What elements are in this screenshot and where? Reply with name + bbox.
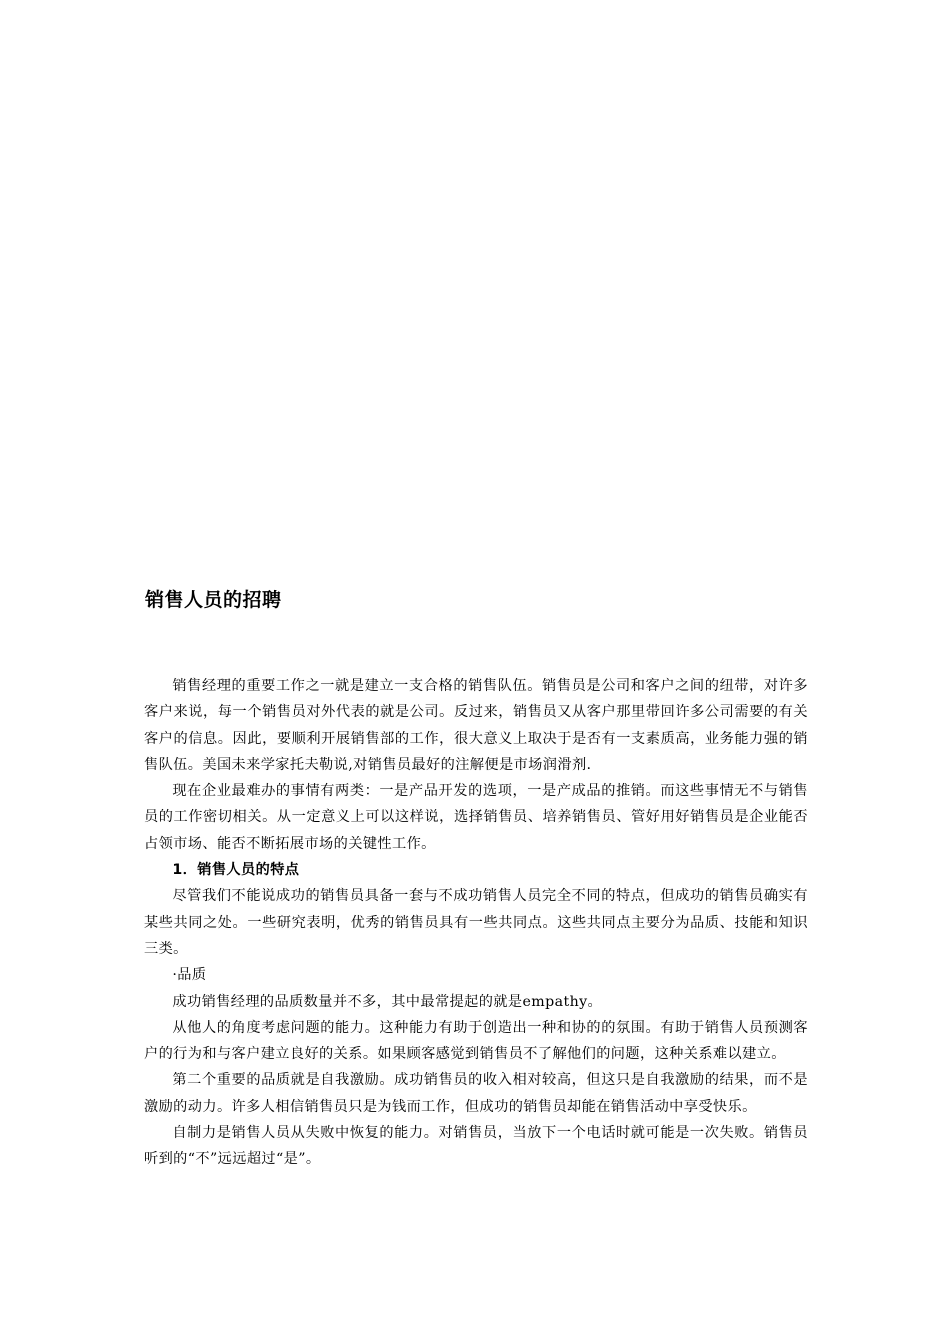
document-title: 销售人员的招聘 (145, 589, 282, 611)
paragraph-perspective: 从他人的角度考虑问题的能力。这种能力有助于创造出一种和协的的氛围。有助于销售人员预测客户的行为和与客户建立良好的关系。如果顾客感觉到销售员不了解他们的问题，这种关系难以建立。 (144, 1019, 808, 1063)
paragraph-difficulties: 现在企业最难办的事情有两类：一是产品开发的选项，一是产成品的推销。而这些事情无不与销售员的工作密切相关。从一定意义上可以这样说，选择销售员、培养销售员、管好用好销售员是企业能否占领市场、能否不断拓展市场的关键性工作。 (144, 783, 808, 852)
paragraph-intro: 销售经理的重要工作之一就是建立一支合格的销售队伍。销售员是公司和客户之间的纽带，对许多客户来说，每一个销售员对外代表的就是公司。反过来，销售员又从客户那里带回许多公司需要的有关客户的信息。因此，要顺利开展销售部的工作，很大意义上取决于是否有一支素质高，业务能力强的销售队伍。美国未来学家托夫勒说,对销售员最好的注解便是市场润滑剂. (144, 678, 808, 773)
paragraph-self-motivation: 第二个重要的品质就是自我激励。成功销售员的收入相对较高，但这只是自我激励的结果，而不是激励的动力。许多人相信销售员只是为钱而工作，但成功的销售员却能在销售活动中享受快乐。 (144, 1072, 808, 1115)
section-heading-characteristics: 1．销售人员的特点 (172, 862, 300, 879)
paragraph-common-traits: 尽管我们不能说成功的销售员具备一套与不成功销售人员完全不同的特点，但成功的销售员确实有某些共同之处。一些研究表明，优秀的销售员具有一些共同点。这些共同点主要分为品质、技能和知识三类。 (144, 888, 808, 957)
paragraph-empathy: 成功销售经理的品质数量并不多，其中最常提起的就是empathy。 (172, 993, 603, 1010)
subheading-qualities: ·品质 (172, 967, 207, 984)
document-body (144, 673, 808, 1173)
paragraph-self-control: 自制力是销售人员从失败中恢复的能力。对销售员，当放下一个电话时就可能是一次失败。销售员听到的“不”远远超过“是”。 (144, 1125, 808, 1168)
